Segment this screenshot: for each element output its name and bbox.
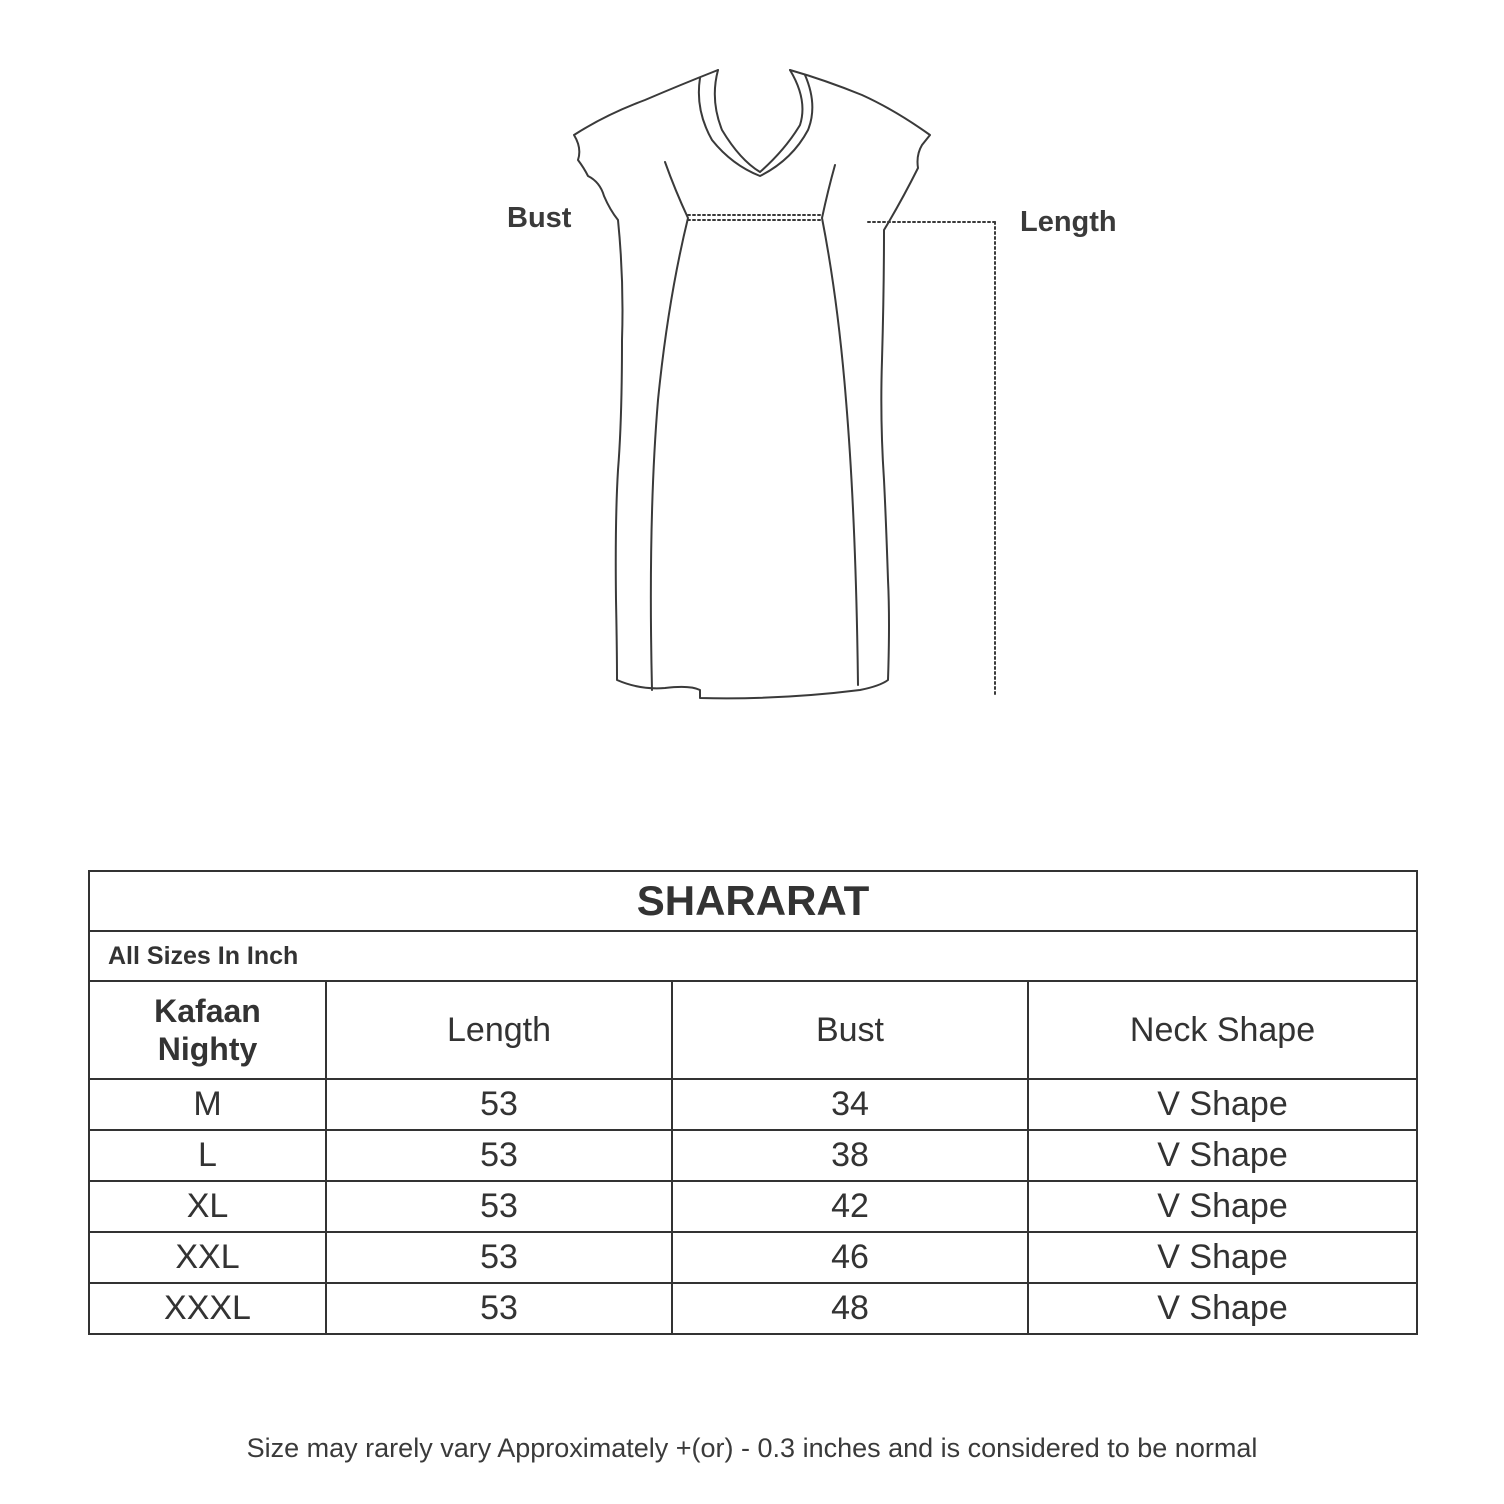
brand-row <box>89 871 1417 931</box>
header-size-line2: Nighty <box>157 1031 258 1067</box>
cell-size: XXXL <box>89 1283 326 1334</box>
header-size-line1: Kafaan <box>154 993 261 1029</box>
header-bust: Bust <box>672 981 1028 1079</box>
cell-size: XL <box>89 1181 326 1232</box>
table-row <box>89 1181 1417 1232</box>
cell-bust: 48 <box>672 1283 1028 1334</box>
cell-bust: 42 <box>672 1181 1028 1232</box>
table-row <box>89 1232 1417 1283</box>
unit-note: All Sizes In Inch <box>89 931 1417 981</box>
header-row <box>89 981 1417 1079</box>
cell-length: 53 <box>326 1283 672 1334</box>
cell-neck: V Shape <box>1028 1181 1417 1232</box>
cell-length: 53 <box>326 1079 672 1130</box>
header-size <box>89 981 326 1079</box>
table-row <box>89 1130 1417 1181</box>
cell-length: 53 <box>326 1130 672 1181</box>
cell-size: L <box>89 1130 326 1181</box>
header-length: Length <box>326 981 672 1079</box>
neckline-inner <box>699 75 812 176</box>
cell-length: 53 <box>326 1232 672 1283</box>
bodice-seam-left <box>651 162 688 690</box>
cell-size: M <box>89 1079 326 1130</box>
cell-neck: V Shape <box>1028 1283 1417 1334</box>
cell-bust: 34 <box>672 1079 1028 1130</box>
cell-neck: V Shape <box>1028 1079 1417 1130</box>
cell-bust: 38 <box>672 1130 1028 1181</box>
cell-size: XXL <box>89 1232 326 1283</box>
brand-title: SHARARAT <box>89 871 1417 931</box>
bust-label: Bust <box>507 202 572 234</box>
garment-outline <box>574 70 930 698</box>
table-row <box>89 1283 1417 1334</box>
header-neck-shape: Neck Shape <box>1028 981 1417 1079</box>
size-chart-table <box>88 870 1418 1335</box>
cell-length: 53 <box>326 1181 672 1232</box>
table-row <box>89 1079 1417 1130</box>
size-variance-note: Size may rarely vary Approximately +(or) - 0.3 inches and is considered to be normal <box>246 1433 1258 1463</box>
unit-note-row <box>89 931 1417 981</box>
cell-bust: 46 <box>672 1232 1028 1283</box>
cell-neck: V Shape <box>1028 1130 1417 1181</box>
length-label: Length <box>1020 206 1117 238</box>
bodice-seam-right <box>822 165 858 685</box>
cell-neck: V Shape <box>1028 1232 1417 1283</box>
